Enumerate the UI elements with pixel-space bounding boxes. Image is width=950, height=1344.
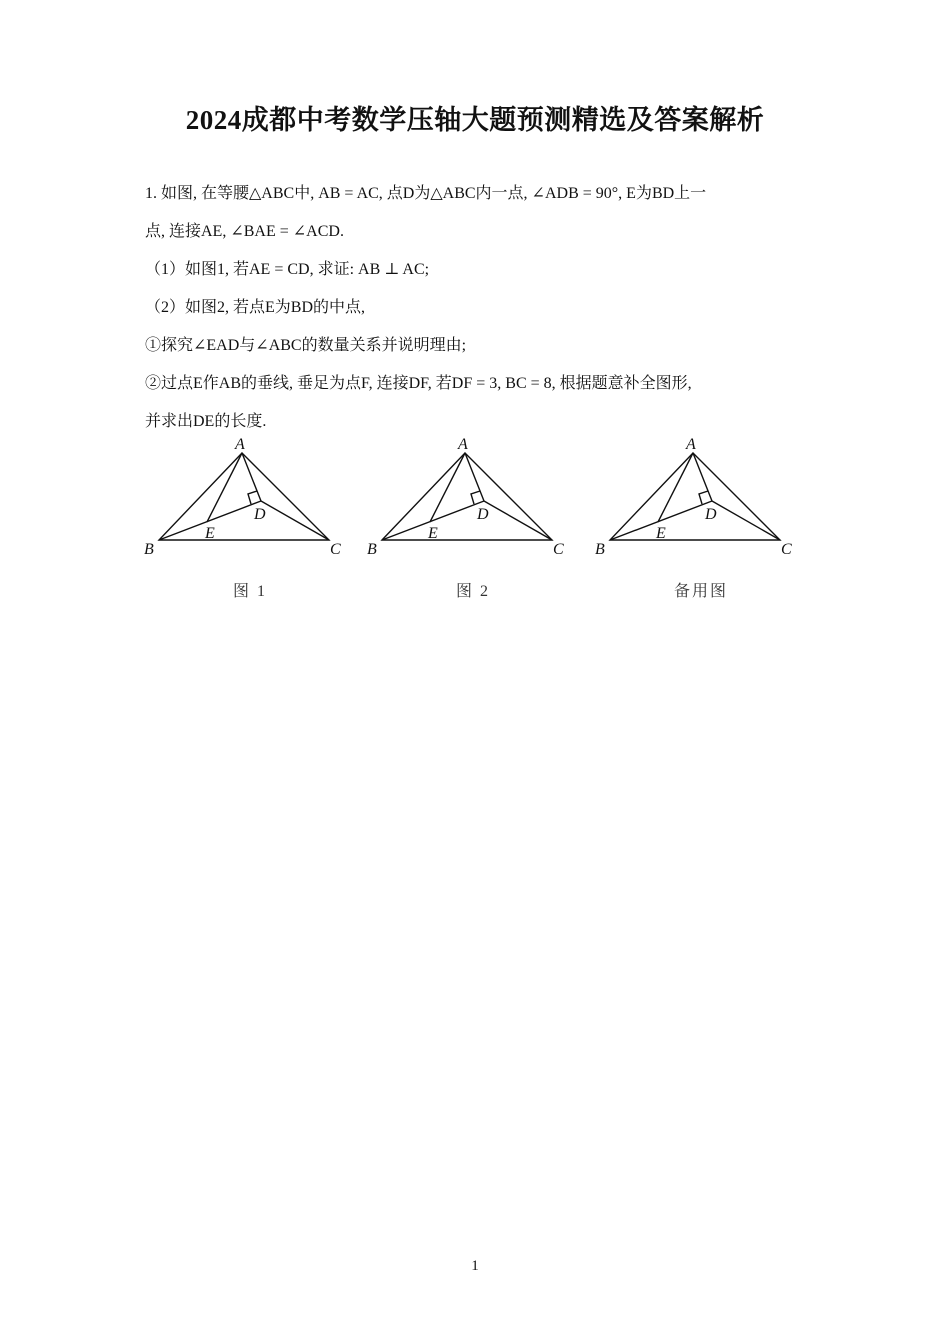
figure-2 [363,432,583,607]
figure-1 [140,432,360,607]
label-E: E [205,525,215,542]
figure-caption: 备用图 [673,583,728,600]
figure-caption: 图 2 [455,583,490,600]
triangle-diagram [140,432,360,572]
label-C: C [781,541,792,558]
label-A: A [458,436,468,453]
question-part-2-sub-2-line-1: ②过点E作AB的垂线, 垂足为点F, 连接DF, 若DF = 3, BC = 8, 根据题意补全图形, [145,375,692,392]
label-A: A [235,436,245,453]
question-part-1: （1）如图1, 若AE = CD, 求证: AB ⊥ AC; [145,261,430,278]
label-D: D [705,506,717,523]
label-D: D [477,506,489,523]
question-part-2-sub-1: ①探究∠EAD与∠ABC的数量关系并说明理由; [145,337,467,354]
question-stem-line-1: 1. 如图, 在等腰△ABC中, AB = AC, 点D为△ABC内一点, ∠ADB = 90°, E为BD上一 [145,185,707,202]
page-number: 1 [471,1258,479,1274]
label-D: D [254,506,266,523]
label-E: E [428,525,438,542]
label-B: B [367,541,377,558]
figure-spare [591,432,811,607]
label-B: B [595,541,605,558]
label-A: A [686,436,696,453]
label-B: B [144,541,154,558]
question-part-2: （2）如图2, 若点E为BD的中点, [145,299,366,316]
figure-caption: 图 1 [232,583,267,600]
triangle-diagram [591,432,811,572]
triangle-diagram [363,432,583,572]
question-stem-line-2: 点, 连接AE, ∠BAE = ∠ACD. [145,223,344,240]
label-E: E [656,525,666,542]
label-C: C [553,541,564,558]
document-title: 2024成都中考数学压轴大题预测精选及答案解析 [185,105,765,135]
question-part-2-sub-2-line-2: 并求出DE的长度. [145,413,267,430]
label-C: C [330,541,341,558]
